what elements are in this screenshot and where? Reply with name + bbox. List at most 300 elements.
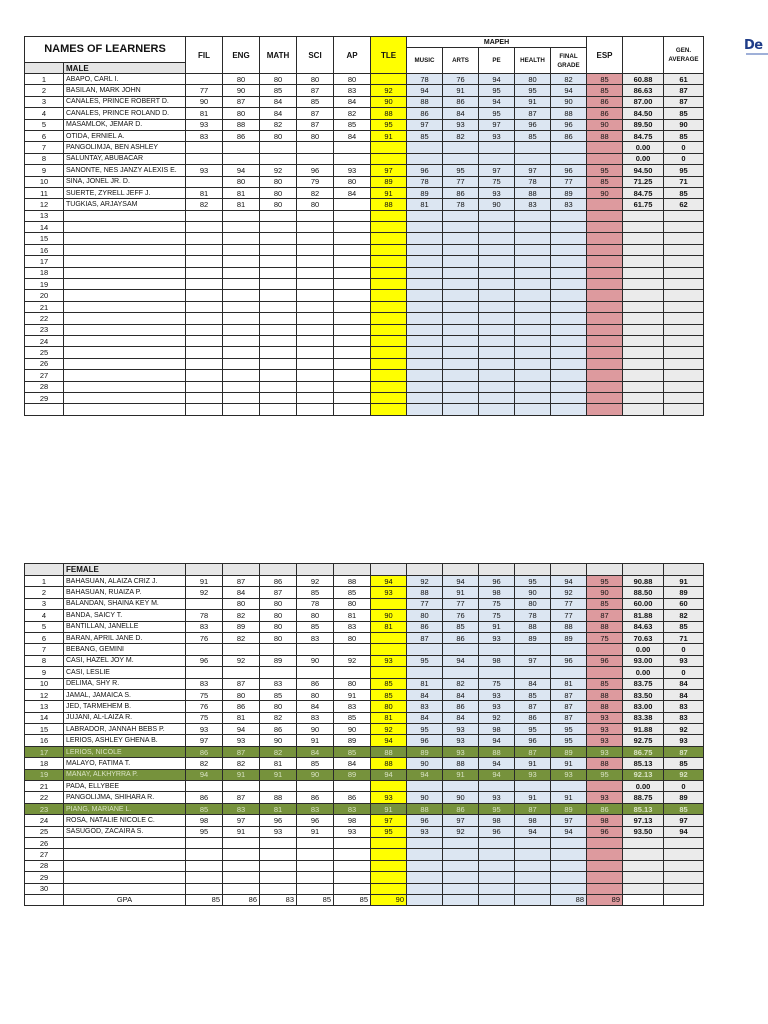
female-eng-cell xyxy=(223,837,260,848)
male-sci-cell xyxy=(297,256,334,267)
male-gen-cell xyxy=(664,335,704,346)
male-gen-cell xyxy=(664,370,704,381)
logo-underline xyxy=(746,53,768,55)
male-ap-cell xyxy=(334,256,371,267)
male-tle-cell xyxy=(371,74,407,85)
female-fil-cell xyxy=(186,849,223,860)
male-name-cell: MASAMLOK, JEMAR D. xyxy=(64,119,186,130)
female-pe-cell: 92 xyxy=(479,712,515,723)
male-sci-cell: 96 xyxy=(297,165,334,176)
male-sci-cell xyxy=(297,370,334,381)
male-final-cell: 88 xyxy=(551,108,587,119)
male-math-cell: 80 xyxy=(260,74,297,85)
male-fil-cell xyxy=(186,256,223,267)
female-health-cell: 89 xyxy=(515,632,551,643)
male-ap-cell xyxy=(334,222,371,233)
male-avg-cell: 60.88 xyxy=(623,74,664,85)
male-arts-cell xyxy=(443,290,479,301)
female-ap-cell: 93 xyxy=(334,826,371,837)
female-tle-cell xyxy=(371,837,407,848)
male-name-cell xyxy=(64,381,186,392)
male-avg-cell xyxy=(623,279,664,290)
female-learner-row xyxy=(25,621,704,632)
male-music-cell xyxy=(407,392,443,403)
female-sci-cell: 85 xyxy=(297,621,334,632)
male-gen-cell: 87 xyxy=(664,85,704,96)
female-no-cell: 28 xyxy=(25,860,64,871)
male-math-cell xyxy=(260,324,297,335)
female-learner-row xyxy=(25,849,704,860)
male-esp-cell xyxy=(587,256,623,267)
male-learner-row xyxy=(25,210,704,221)
male-pe-cell: 95 xyxy=(479,108,515,119)
female-learner-row xyxy=(25,872,704,883)
male-arts-cell: 95 xyxy=(443,165,479,176)
female-arts-cell: 86 xyxy=(443,803,479,814)
male-avg-cell xyxy=(623,335,664,346)
names-header: NAMES OF LEARNERS xyxy=(25,37,186,63)
male-tle-cell xyxy=(371,233,407,244)
female-arts-cell xyxy=(443,872,479,883)
male-tle-cell xyxy=(371,256,407,267)
male-music-cell: 81 xyxy=(407,199,443,210)
male-gen-cell xyxy=(664,256,704,267)
female-math-cell: 87 xyxy=(260,587,297,598)
female-sci-cell xyxy=(297,883,334,894)
female-ap-cell: 81 xyxy=(334,610,371,621)
female-math-cell: 82 xyxy=(260,712,297,723)
male-no-cell: 24 xyxy=(25,335,64,346)
male-esp-cell xyxy=(587,313,623,324)
male-pe-cell xyxy=(479,313,515,324)
female-tle-cell: 94 xyxy=(371,735,407,746)
female-no-cell: 17 xyxy=(25,746,64,757)
male-arts-cell xyxy=(443,301,479,312)
male-eng-cell: 88 xyxy=(223,119,260,130)
female-ap-cell: 86 xyxy=(334,792,371,803)
male-learner-row xyxy=(25,176,704,187)
female-eng-cell: 86 xyxy=(223,701,260,712)
male-health-cell xyxy=(515,210,551,221)
female-no-cell: 26 xyxy=(25,837,64,848)
female-health-cell: 94 xyxy=(515,826,551,837)
female-ap-cell: 83 xyxy=(334,803,371,814)
female-sci-cell xyxy=(297,872,334,883)
female-avg-cell: 81.88 xyxy=(623,610,664,621)
male-tle-cell: 91 xyxy=(371,187,407,198)
male-fil-cell xyxy=(186,153,223,164)
male-tle-cell xyxy=(371,313,407,324)
female-music-cell xyxy=(407,837,443,848)
female-final-cell: 88 xyxy=(551,621,587,632)
male-sci-cell xyxy=(297,267,334,278)
male-avg-cell: 71.25 xyxy=(623,176,664,187)
female-no-cell: 24 xyxy=(25,815,64,826)
female-fil-cell xyxy=(186,667,223,678)
male-arts-cell: 82 xyxy=(443,130,479,141)
male-ap-cell xyxy=(334,142,371,153)
female-avg-cell: 70.63 xyxy=(623,632,664,643)
male-arts-cell: 77 xyxy=(443,176,479,187)
male-learner-row xyxy=(25,347,704,358)
female-no-cell: 16 xyxy=(25,735,64,746)
female-learner-row xyxy=(25,598,704,609)
female-music-cell: 90 xyxy=(407,792,443,803)
female-tle-cell: 88 xyxy=(371,746,407,757)
female-gen-cell: 60 xyxy=(664,598,704,609)
male-gen-cell xyxy=(664,233,704,244)
male-final-cell xyxy=(551,244,587,255)
female-tle-cell xyxy=(371,883,407,894)
male-eng-cell: 94 xyxy=(223,165,260,176)
male-music-cell: 94 xyxy=(407,85,443,96)
female-esp-cell xyxy=(587,667,623,678)
female-learner-row xyxy=(25,587,704,598)
male-arts-cell: 78 xyxy=(443,199,479,210)
female-health-cell xyxy=(515,860,551,871)
male-health-cell xyxy=(515,256,551,267)
male-sci-cell: 85 xyxy=(297,96,334,107)
male-esp-cell xyxy=(587,381,623,392)
male-avg-cell xyxy=(623,244,664,255)
female-no-cell: 12 xyxy=(25,689,64,700)
male-gen-cell: 87 xyxy=(664,96,704,107)
fil-header: FIL xyxy=(186,37,223,74)
female-gen-cell: 84 xyxy=(664,678,704,689)
male-fil-cell xyxy=(186,381,223,392)
female-ap-cell: 83 xyxy=(334,701,371,712)
female-fil-cell: 83 xyxy=(186,678,223,689)
male-health-cell: 95 xyxy=(515,85,551,96)
female-name-cell: BALANDAN, SHAINA KEY M. xyxy=(64,598,186,609)
male-fil-cell xyxy=(186,392,223,403)
male-gen-cell: 90 xyxy=(664,119,704,130)
female-final-cell xyxy=(551,860,587,871)
female-math-cell: 90 xyxy=(260,735,297,746)
male-name-cell xyxy=(64,392,186,403)
female-health-cell: 85 xyxy=(515,689,551,700)
male-arts-cell xyxy=(443,404,479,415)
female-gen-cell xyxy=(664,860,704,871)
male-sci-cell xyxy=(297,290,334,301)
female-final-cell xyxy=(551,781,587,792)
male-gen-cell: 71 xyxy=(664,176,704,187)
male-avg-cell: 89.50 xyxy=(623,119,664,130)
female-ap-cell: 83 xyxy=(334,621,371,632)
female-ap-cell xyxy=(334,667,371,678)
male-arts-cell xyxy=(443,279,479,290)
female-name-cell: JED, TARMEHEM B. xyxy=(64,701,186,712)
male-fil-cell xyxy=(186,222,223,233)
female-health-cell: 93 xyxy=(515,769,551,780)
female-name-cell: PANGOLIJMA, SHIHARA R. xyxy=(64,792,186,803)
male-arts-cell: 84 xyxy=(443,108,479,119)
female-pe-cell: 98 xyxy=(479,724,515,735)
female-music-cell: 86 xyxy=(407,621,443,632)
female-health-cell: 95 xyxy=(515,576,551,587)
female-ap-cell: 92 xyxy=(334,655,371,666)
female-learner-row xyxy=(25,655,704,666)
female-ap-cell xyxy=(334,781,371,792)
male-no-cell: 13 xyxy=(25,210,64,221)
female-avg-cell xyxy=(623,883,664,894)
female-eng-cell xyxy=(223,667,260,678)
female-gen-cell: 0 xyxy=(664,667,704,678)
male-tle-cell: 92 xyxy=(371,85,407,96)
male-fil-cell xyxy=(186,244,223,255)
male-pe-cell xyxy=(479,153,515,164)
female-eng-cell: 93 xyxy=(223,735,260,746)
tle-header: TLE xyxy=(371,37,407,74)
male-math-cell xyxy=(260,392,297,403)
male-name-cell: ABAPO, CARL I. xyxy=(64,74,186,85)
male-avg-cell xyxy=(623,222,664,233)
male-tle-cell xyxy=(371,244,407,255)
male-name-cell: SUERTE, ZYRELL JEFF J. xyxy=(64,187,186,198)
female-learner-row xyxy=(25,701,704,712)
male-sci-cell: 80 xyxy=(297,74,334,85)
male-avg-cell: 0.00 xyxy=(623,142,664,153)
female-name-cell: LABRADOR, JANNAH BEBS P. xyxy=(64,724,186,735)
male-health-cell: 80 xyxy=(515,74,551,85)
male-gen-cell: 85 xyxy=(664,187,704,198)
male-arts-cell xyxy=(443,324,479,335)
female-eng-cell: 87 xyxy=(223,678,260,689)
male-tle-cell xyxy=(371,301,407,312)
female-math-cell: 88 xyxy=(260,792,297,803)
female-pe-cell: 95 xyxy=(479,803,515,814)
male-sci-cell xyxy=(297,392,334,403)
male-eng-cell xyxy=(223,335,260,346)
male-sci-cell xyxy=(297,324,334,335)
female-no-cell: 18 xyxy=(25,758,64,769)
female-arts-cell xyxy=(443,667,479,678)
female-sci-cell: 91 xyxy=(297,826,334,837)
male-ap-cell xyxy=(334,347,371,358)
female-fil-cell xyxy=(186,644,223,655)
male-esp-cell: 85 xyxy=(587,74,623,85)
female-arts-cell: 94 xyxy=(443,576,479,587)
male-music-cell: 89 xyxy=(407,187,443,198)
female-avg-cell xyxy=(623,849,664,860)
gen-average-header: GEN. AVERAGE xyxy=(664,37,704,74)
female-pe-cell xyxy=(479,644,515,655)
male-gen-cell xyxy=(664,244,704,255)
male-tle-cell: 88 xyxy=(371,108,407,119)
male-esp-cell xyxy=(587,233,623,244)
male-learner-row xyxy=(25,256,704,267)
female-gen-cell: 94 xyxy=(664,826,704,837)
female-arts-cell xyxy=(443,883,479,894)
male-esp-cell xyxy=(587,404,623,415)
male-ap-cell: 84 xyxy=(334,96,371,107)
female-name-cell: BAHASUAN, RUAIZA P. xyxy=(64,587,186,598)
female-math-cell: 89 xyxy=(260,655,297,666)
female-fil-cell: 96 xyxy=(186,655,223,666)
male-avg-cell xyxy=(623,358,664,369)
male-pe-cell: 90 xyxy=(479,199,515,210)
female-avg-cell: 91.88 xyxy=(623,724,664,735)
male-fil-cell xyxy=(186,267,223,278)
male-avg-cell xyxy=(623,370,664,381)
female-pe-cell: 75 xyxy=(479,678,515,689)
female-pe-cell xyxy=(479,872,515,883)
female-tle-cell xyxy=(371,667,407,678)
male-eng-cell xyxy=(223,392,260,403)
female-health-cell: 91 xyxy=(515,792,551,803)
arts-header: ARTS xyxy=(443,48,479,74)
female-ap-cell xyxy=(334,872,371,883)
female-name-cell xyxy=(64,849,186,860)
female-eng-cell xyxy=(223,781,260,792)
male-learner-row xyxy=(25,301,704,312)
male-ap-cell xyxy=(334,199,371,210)
male-tle-cell: 97 xyxy=(371,165,407,176)
female-avg-cell: 88.75 xyxy=(623,792,664,803)
female-math-cell xyxy=(260,883,297,894)
female-math-cell: 86 xyxy=(260,576,297,587)
male-math-cell xyxy=(260,244,297,255)
female-math-cell xyxy=(260,872,297,883)
gpa-ap: 85 xyxy=(334,894,371,905)
male-esp-cell xyxy=(587,301,623,312)
female-final-cell: 87 xyxy=(551,712,587,723)
female-math-cell: 80 xyxy=(260,701,297,712)
male-arts-cell xyxy=(443,222,479,233)
female-name-cell: ROSA, NATALIE NICOLE C. xyxy=(64,815,186,826)
male-fil-cell xyxy=(186,313,223,324)
female-tle-cell: 85 xyxy=(371,678,407,689)
male-tle-cell xyxy=(371,404,407,415)
female-fil-cell: 82 xyxy=(186,758,223,769)
male-no-cell: 23 xyxy=(25,324,64,335)
male-health-cell xyxy=(515,335,551,346)
male-avg-cell: 0.00 xyxy=(623,153,664,164)
female-eng-cell: 82 xyxy=(223,610,260,621)
female-sci-cell: 80 xyxy=(297,689,334,700)
female-learner-row xyxy=(25,781,704,792)
female-math-cell: 80 xyxy=(260,632,297,643)
female-math-cell: 86 xyxy=(260,724,297,735)
male-arts-cell xyxy=(443,381,479,392)
male-ap-cell: 80 xyxy=(334,176,371,187)
female-gen-cell: 87 xyxy=(664,746,704,757)
male-sci-cell xyxy=(297,313,334,324)
female-arts-cell: 88 xyxy=(443,758,479,769)
male-math-cell xyxy=(260,279,297,290)
male-avg-cell: 86.63 xyxy=(623,85,664,96)
mapeh-header: MAPEH xyxy=(407,37,587,48)
female-fil-cell: 78 xyxy=(186,610,223,621)
male-math-cell xyxy=(260,358,297,369)
male-learner-row xyxy=(25,130,704,141)
female-no-cell: 27 xyxy=(25,849,64,860)
male-no-cell: 9 xyxy=(25,165,64,176)
female-pe-cell: 75 xyxy=(479,598,515,609)
male-health-cell: 97 xyxy=(515,165,551,176)
male-music-cell xyxy=(407,210,443,221)
male-final-cell xyxy=(551,404,587,415)
male-learner-row xyxy=(25,392,704,403)
female-arts-cell xyxy=(443,849,479,860)
male-pe-cell xyxy=(479,210,515,221)
male-ap-cell xyxy=(334,210,371,221)
female-arts-cell: 97 xyxy=(443,815,479,826)
male-arts-cell: 93 xyxy=(443,119,479,130)
female-music-cell xyxy=(407,781,443,792)
male-name-cell xyxy=(64,324,186,335)
male-no-cell: 28 xyxy=(25,381,64,392)
male-pe-cell xyxy=(479,256,515,267)
female-music-cell: 89 xyxy=(407,746,443,757)
female-tle-cell xyxy=(371,872,407,883)
male-gen-cell xyxy=(664,381,704,392)
male-name-cell xyxy=(64,222,186,233)
female-music-cell xyxy=(407,667,443,678)
female-esp-cell: 88 xyxy=(587,689,623,700)
female-pe-cell: 93 xyxy=(479,701,515,712)
math-header: MATH xyxy=(260,37,297,74)
male-gen-cell xyxy=(664,267,704,278)
female-final-cell xyxy=(551,644,587,655)
male-fil-cell: 82 xyxy=(186,199,223,210)
female-avg-cell: 85.13 xyxy=(623,758,664,769)
female-avg-cell: 93.00 xyxy=(623,655,664,666)
male-esp-cell xyxy=(587,347,623,358)
female-arts-cell: 91 xyxy=(443,769,479,780)
female-gen-cell: 93 xyxy=(664,735,704,746)
male-music-cell xyxy=(407,256,443,267)
female-gen-cell: 0 xyxy=(664,781,704,792)
male-fil-cell: 90 xyxy=(186,96,223,107)
male-gen-cell: 0 xyxy=(664,153,704,164)
female-health-cell: 91 xyxy=(515,758,551,769)
female-health-cell xyxy=(515,872,551,883)
female-eng-cell: 82 xyxy=(223,632,260,643)
male-ap-cell: 85 xyxy=(334,119,371,130)
female-learner-row xyxy=(25,769,704,780)
male-name-cell xyxy=(64,244,186,255)
male-no-cell: 5 xyxy=(25,119,64,130)
female-pe-cell xyxy=(479,860,515,871)
male-blank-cell xyxy=(25,63,64,74)
female-arts-cell xyxy=(443,860,479,871)
male-music-cell xyxy=(407,153,443,164)
male-gen-cell xyxy=(664,301,704,312)
male-final-cell xyxy=(551,153,587,164)
female-pe-cell: 93 xyxy=(479,792,515,803)
male-esp-cell: 86 xyxy=(587,96,623,107)
male-learner-row xyxy=(25,358,704,369)
female-pe-cell: 91 xyxy=(479,621,515,632)
female-esp-cell: 88 xyxy=(587,701,623,712)
male-learner-row xyxy=(25,142,704,153)
male-learner-row xyxy=(25,85,704,96)
female-sci-cell xyxy=(297,781,334,792)
male-music-cell xyxy=(407,222,443,233)
male-math-cell: 84 xyxy=(260,96,297,107)
male-fil-cell xyxy=(186,210,223,221)
female-fil-cell: 75 xyxy=(186,712,223,723)
female-pe-cell xyxy=(479,849,515,860)
male-pe-cell xyxy=(479,222,515,233)
male-avg-cell xyxy=(623,301,664,312)
male-no-cell: 11 xyxy=(25,187,64,198)
female-tle-cell xyxy=(371,860,407,871)
male-math-cell: 80 xyxy=(260,187,297,198)
female-pe-cell: 93 xyxy=(479,632,515,643)
male-tle-cell xyxy=(371,324,407,335)
